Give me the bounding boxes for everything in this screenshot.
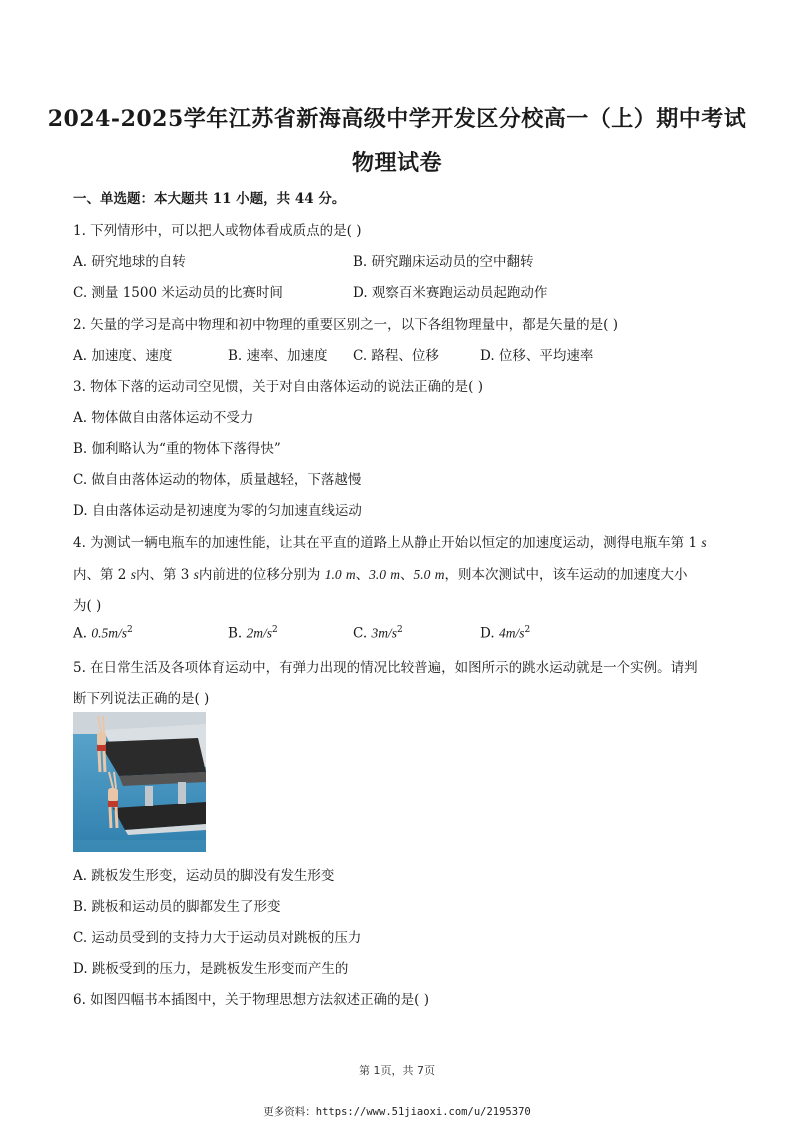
option-unit: m/s [108,625,127,641]
q4-text: 内、第 3 [135,567,190,583]
q5-option-c: C. 运动员受到的支持力大于运动员对跳板的压力 [73,930,362,946]
q4-stem-line2: 内、第 2 s内、第 3 s内前进的位移分别为 1.0 m、3.0 m、5.0 m，则本次测试中，该车运动的加速度大小 [73,567,688,583]
q2-option-c: C. 路程、位移 [353,348,439,364]
q5-stem-line2: 断下列说法正确的是( ) [73,691,210,707]
q3-stem: 3. 物体下落的运动司空见惯，关于对自由落体运动的说法正确的是( ) [73,379,483,395]
q5-option-b: B. 跳板和运动员的脚都发生了形变 [73,899,281,915]
q3-option-c: C. 做自由落体运动的物体，质量越轻，下落越慢 [73,472,362,488]
q4-text: 内前进的位移分别为 [198,567,321,583]
q4-unit-m: m [345,567,356,582]
paper-title-line2: 物理试卷 [351,150,442,176]
q4-text: 内、第 2 [73,567,127,583]
q4-text: 4. 为测试一辆电瓶车的加速性能，让其在平直的道路上从静止开始以恒定的加速度运动，测得电瓶车第 1 [73,535,698,551]
q5-option-d: D. 跳板受到的压力，是跳板发生形变而产生的 [73,961,349,977]
q1-option-c: C. 测量 1500 米运动员的比赛时间 [73,285,283,301]
q2-stem: 2. 矢量的学习是高中物理和初中物理的重要区别之一，以下各组物理量中，都是矢量的是( ) [73,317,618,333]
q4-unit-m: m [390,567,401,582]
q5-option-a: A. 跳板发生形变，运动员的脚没有发生形变 [73,868,335,884]
q4-unit-s: s [130,567,136,582]
page-footer: 第 1页，共 7页 [359,1064,435,1077]
diving-photo-illustration [73,712,206,852]
q1-option-d: D. 观察百米赛跑运动员起跑动作 [353,285,548,301]
section-heading: 一、单选题：本大题共 11 小题，共 44 分。 [73,191,346,207]
diving-photo [73,712,206,852]
option-label: B. [228,625,243,642]
q2-option-d: D. 位移、平均速率 [480,348,594,364]
q5-stem-line1: 5. 在日常生活及各项体育运动中，有弹力出现的情况比较普遍，如图所示的跳水运动就是一个实例。请判 [73,660,698,676]
q4-value-2: 3.0 [369,567,386,582]
q4-unit-s: s [701,535,707,550]
paper-title-line1: 2024-2025学年江苏省新海高级中学开发区分校高一（上）期中考试 [47,106,747,132]
option-value: 3 [371,625,379,641]
option-label: D. [480,625,495,642]
q1-option-b: B. 研究蹦床运动员的空中翻转 [353,254,534,270]
option-unit: m/s [378,625,397,641]
option-unit: m/s [253,625,273,641]
q4-unit-s: s [193,567,199,582]
q4-value-1: 1.0 [324,567,342,582]
q4-option-d [480,625,530,642]
q3-option-a: A. 物体做自由落体运动不受力 [73,410,254,426]
q2-option-a: A. 加速度、速度 [73,348,173,364]
option-exponent: 2 [396,625,403,635]
q1-option-a: A. 研究地球的自转 [73,254,186,270]
q4-option-a [73,625,133,642]
q3-option-d: D. 自由落体运动是初速度为零的匀加速直线运动 [73,503,362,519]
q4-stem-line1 [73,531,707,551]
q2-option-b: B. 速率、加速度 [228,348,328,364]
q4-text: ，则本次测试中，该车运动的加速度大小 [444,567,688,583]
q4-unit-m: m [434,567,445,582]
option-value: 4 [498,625,506,641]
option-value: 2 [246,625,254,641]
option-label: C. [353,625,368,642]
q4-option-c [353,625,403,642]
q4-stem-line3: 为( ) [73,598,102,614]
option-value: 0.5 [91,625,109,641]
option-exponent: 2 [272,625,278,635]
q3-option-b: B. 伽利略认为“重的物体下落得快” [73,441,281,457]
q6-stem: 6. 如图四幅书本插图中，关于物理思想方法叙述正确的是( ) [73,992,429,1008]
option-unit: m/s [505,625,525,641]
option-label: A. [73,625,88,642]
q4-option-b [228,625,278,642]
q1-stem: 1. 下列情形中，可以把人或物体看成质点的是( ) [73,223,362,239]
option-exponent: 2 [524,625,531,635]
option-exponent: 2 [126,625,133,635]
more-resources-link[interactable]: 更多资料：https://www.51jiaoxi.com/u/2195370 [263,1106,531,1118]
q4-value-3: 5.0 [413,567,431,582]
